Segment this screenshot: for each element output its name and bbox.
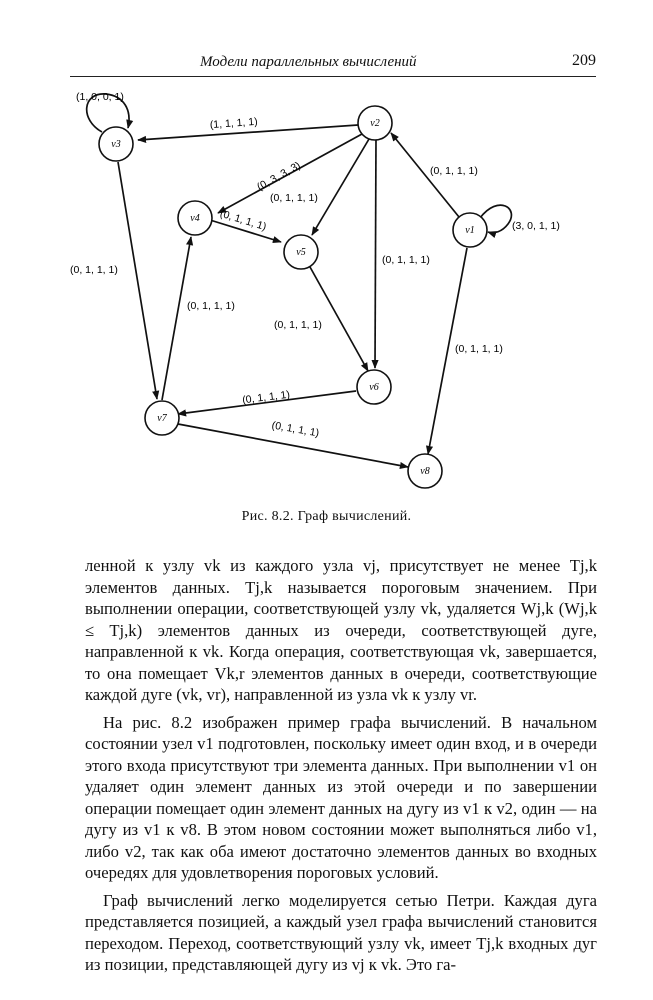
label-v2-v3: (1, 1, 1, 1) [209,115,259,132]
node-v7-label: v7 [157,413,167,424]
node-v1 [453,213,487,247]
edge-v3-v7 [118,162,157,399]
node-v1-label: v1 [465,225,475,236]
node-v8-label: v8 [420,466,430,477]
node-v7 [145,401,179,435]
paragraph-1: ленной к узлу vk из каждого узла vj, присутствует не менее Tj,k элементов данных. Tj,k называется пороговым значением. При выполнении операции, соответствующей узлу vk, удаляется Wj,k (Wj,k ≤ Tj,k) элементов данных из очереди, соответствующей дуге, направленной к vk. Когда операция, соответствующая vk, завершается, то она помещает Vk,r элементов данных в очереди, соответствующие каждой дуге (vk, vr), направленной из узла vk к узлу vr. [85,556,597,704]
label-v1-v2: (0, 1, 1, 1) [430,165,478,177]
edge-v2-v6 [375,138,376,368]
label-loop-v1: (3, 0, 1, 1) [512,220,560,232]
label-loop-v3: (1, 0, 0, 1) [76,91,124,103]
node-v2 [358,106,392,140]
node-v2-label: v2 [370,118,380,129]
label-v4-v5: (0, 1, 1, 1) [218,207,268,234]
label-v5-v6: (0, 1, 1, 1) [274,319,322,331]
paragraph-2: На рис. 8.2 изображен пример графа вычислений. В начальном состоянии узел v1 подготовлен, поскольку имеет один вход, и в очереди этого входа присутствуют три элемента данных. При выполнении v1 он удаляет один элемент данных из этой очереди и по завершении операции помещает один элемент данных на дугу из v1 к v2, один — на дугу из v1 к v8. В этом новом состоянии может выполняться либо v1, либо v2, так как оба имеют достаточно элементов данных во входных очередях для удовлетворения пороговых условий. [85,712,597,882]
paragraph-3: Граф вычислений легко моделируется сетью Петри. Каждая дуга представляется позицией, а каждый узел графа вычислений становится переходом. Переход, соответствующий узлу vk, имеет Tj,k входных дуг из позиции, представляющей дугу из vj к vk. Это га- [85,890,597,974]
edge-v7-v4 [162,237,191,400]
label-v2-v6: (0, 1, 1, 1) [382,254,430,266]
node-v5 [284,235,318,269]
page-number: 209 [572,52,596,69]
node-v4-label: v4 [190,213,200,224]
label-v2-v5: (0, 1, 1, 1) [270,192,318,204]
label-v7-v4: (0, 1, 1, 1) [187,300,235,312]
edge-v2-v5 [312,139,369,235]
label-v2-v4: (0, 3, 3, 3) [255,159,303,194]
label-v3-v7: (0, 1, 1, 1) [70,264,118,276]
node-v3 [99,127,133,161]
node-v5-label: v5 [296,247,306,258]
node-v4 [178,201,212,235]
node-v6 [357,370,391,404]
computation-graph-figure [0,80,653,500]
page-header [70,54,596,77]
node-v8 [408,454,442,488]
label-v6-v7: (0, 1, 1, 1) [241,388,291,407]
label-v1-v8: (0, 1, 1, 1) [455,343,503,355]
figure-caption: Рис. 8.2. Граф вычислений. [241,509,412,524]
running-title: Модели параллельных вычислений [200,54,417,70]
label-v7-v8: (0, 1, 1, 1) [270,419,320,440]
node-v3-label: v3 [111,139,121,150]
body-text [85,555,597,976]
node-v6-label: v6 [369,382,379,393]
